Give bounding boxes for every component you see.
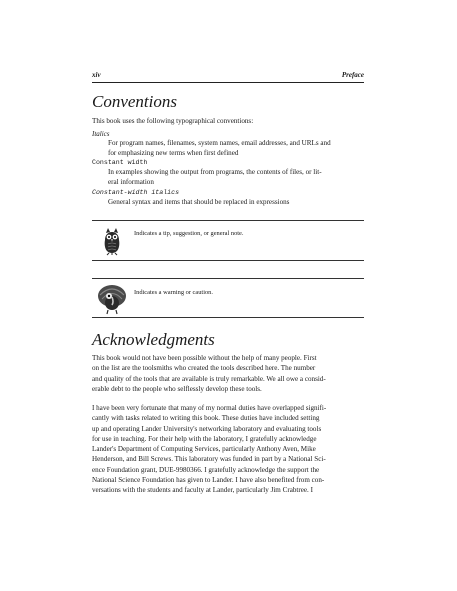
paragraph-line: This book would not have been possible without the help of many people. First xyxy=(92,354,317,362)
definition-line: In examples showing the output from programs, the contents of files, or lit- xyxy=(108,168,322,176)
running-head xyxy=(92,70,364,83)
definition-line: eral information xyxy=(108,177,154,186)
acknowledgments-paragraph-1 xyxy=(92,353,364,394)
acknowledgments-heading: Acknowledgments xyxy=(92,330,215,349)
acknowledgments-paragraph-2 xyxy=(92,403,364,496)
tip-bottom-rule xyxy=(92,260,364,261)
paragraph-line: up and operating Lander University's networking laboratory and evaluating tools xyxy=(92,424,322,433)
tip-top-rule xyxy=(92,220,364,221)
conventions-heading: Conventions xyxy=(92,92,177,111)
paragraph-line: and quality of the tools that are available is truly remarkable. We all owe a consid- xyxy=(92,374,326,383)
section-name: Preface xyxy=(341,71,364,79)
tip-note-text: Indicates a tip, suggestion, or general note. xyxy=(134,230,244,237)
warning-top-rule xyxy=(92,278,364,279)
conventions-intro: This book uses the following typographical conventions: xyxy=(92,117,254,125)
definition-line: General syntax and items that should be replaced in expressions xyxy=(108,198,290,206)
term-italics: Italics xyxy=(92,130,110,138)
paragraph-line: on the list are the toolsmiths who created the tools described here. The number xyxy=(92,364,316,373)
paragraph-line: erable debt to the people who selflessly develop these tools. xyxy=(92,384,262,393)
term-constant-width: Constant width xyxy=(92,159,148,166)
paragraph-line: Lander's Department of Computing Services, particularly Anthony Aven, Mike xyxy=(92,445,316,454)
definition-line: for emphasizing new terms when first defined xyxy=(108,148,239,157)
paragraph-line: I have been very fortunate that many of my normal duties have overlapped signifi- xyxy=(92,404,327,412)
owl-icon xyxy=(100,226,124,256)
warning-note-text: Indicates a warning or caution. xyxy=(134,289,213,296)
definition-line: For program names, filenames, system names, email addresses, and URLs and xyxy=(108,139,331,147)
paragraph-line: cantly with tasks related to writing this book. These duties have included setting xyxy=(92,414,320,423)
paragraph-line: versations with the students and faculty at Lander, particularly Jim Crabtree. I xyxy=(92,486,313,495)
paragraph-line: for use in teaching. For their help with the laboratory, I gratefully acknowledge xyxy=(92,434,317,443)
definition-constant-width xyxy=(108,168,364,187)
page-number: xiv xyxy=(92,71,101,79)
paragraph-line: ence Foundation grant, DUE-9980366. I gratefully acknowledge the support the xyxy=(92,465,320,474)
definition-italics xyxy=(108,139,364,158)
warning-bottom-rule xyxy=(92,317,364,318)
paragraph-line: National Science Foundation has given to Lander. I have also benefited from con- xyxy=(92,476,325,485)
definition-constant-width-italics xyxy=(108,198,364,208)
term-constant-width-italics: Constant-width italics xyxy=(92,189,180,196)
paragraph-line: Henderson, and Bill Screws. This laboratory was funded in part by a National Sci- xyxy=(92,455,326,464)
turkey-icon xyxy=(96,283,128,315)
